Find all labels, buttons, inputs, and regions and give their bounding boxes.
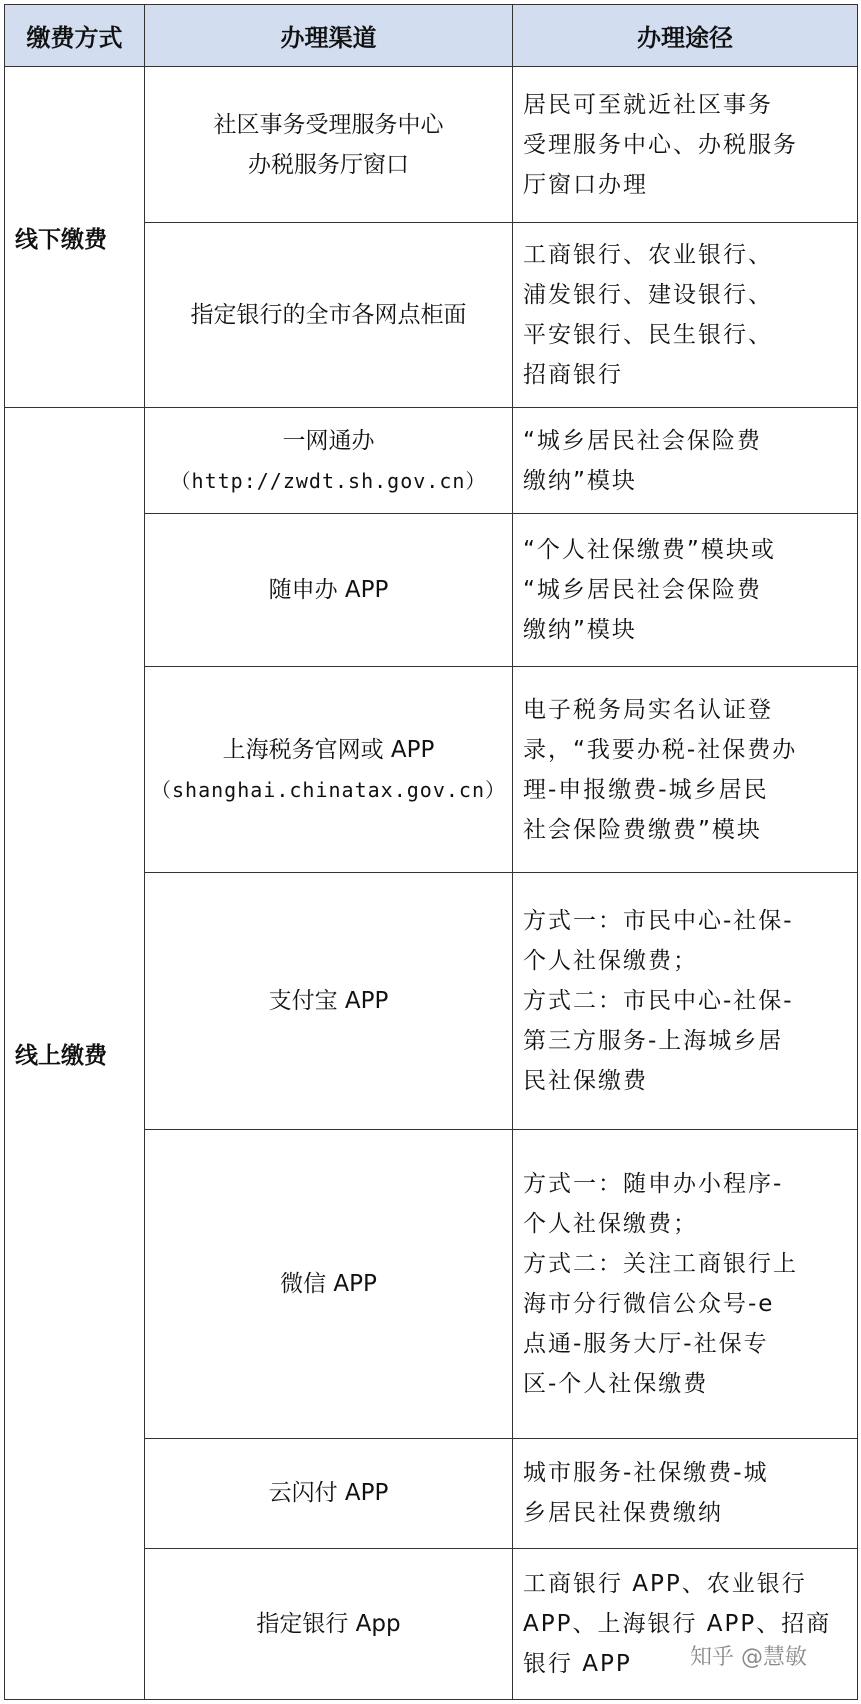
channel-line: 微信 APP [280, 1270, 377, 1297]
route-line: 银行 APP [523, 1650, 632, 1677]
route-line: “城乡居民社会保险费 [523, 427, 762, 454]
channel-line: 随申办 APP [268, 576, 389, 603]
offline-section [5, 67, 858, 408]
payment-method-cell: 线上缴费 [5, 408, 145, 1700]
channel-line: 办税服务厅窗口 [248, 151, 409, 178]
channel-cell [145, 1439, 513, 1549]
channel-line: 社区事务受理服务中心 [213, 111, 444, 138]
route-cell [513, 67, 858, 223]
channel-cell [145, 67, 513, 223]
route-line: 电子税务局实名认证登 [523, 696, 773, 723]
route-line: 乡居民社保费缴纳 [523, 1500, 723, 1527]
route-cell [513, 1129, 858, 1438]
channel-line: 指定银行 App [256, 1610, 401, 1637]
channel-line: 云闪付 APP [268, 1480, 389, 1507]
channel-cell [145, 408, 513, 513]
route-line: 第三方服务-上海城乡居 [523, 1028, 784, 1055]
channel-cell [145, 513, 513, 666]
table-header-row [5, 5, 858, 67]
channel-line: 支付宝 APP [268, 988, 389, 1015]
route-line: 受理服务中心、办税服务 [523, 131, 798, 158]
route-line: 缴纳”模块 [523, 467, 637, 494]
route-cell [513, 1439, 858, 1549]
route-line: “城乡居民社会保险费 [523, 576, 762, 603]
channel-url: （http://zwdt.sh.gov.cn） [170, 468, 487, 493]
route-line: 个人社保缴费； [523, 1210, 698, 1237]
route-line: 海市分行微信公众号-e [523, 1290, 775, 1317]
table-row [5, 67, 858, 223]
route-line: 理-申报缴费-城乡居民 [523, 776, 769, 803]
route-line: 招商银行 [523, 362, 623, 389]
route-line: 方式一：市民中心-社保- [523, 908, 794, 935]
route-line: 工商银行 APP、农业银行 [523, 1570, 807, 1597]
route-line: 城市服务-社保缴费-城 [523, 1460, 769, 1487]
route-line: “个人社保缴费”模块或 [523, 536, 776, 563]
route-cell [513, 667, 858, 873]
route-cell [513, 408, 858, 513]
route-line: 工商银行、农业银行、 [523, 242, 773, 269]
channel-url: （shanghai.chinatax.gov.cn） [151, 777, 506, 802]
route-line: 缴纳”模块 [523, 616, 637, 643]
route-line: 居民可至就近社区事务 [523, 91, 773, 118]
channel-cell [145, 223, 513, 408]
channel-line: 上海税务官网或 APP [222, 736, 435, 763]
route-cell [513, 1548, 858, 1699]
table-row [5, 408, 858, 513]
channel-cell [145, 873, 513, 1130]
route-line: 厅窗口办理 [523, 171, 648, 198]
route-line: 方式二：市民中心-社保- [523, 988, 794, 1015]
route-line: 方式二：关注工商银行上 [523, 1250, 798, 1277]
channel-cell [145, 1548, 513, 1699]
route-line: 民社保缴费 [523, 1068, 648, 1095]
header-route: 办理途径 [513, 5, 858, 67]
route-line: 社会保险费缴费”模块 [523, 816, 762, 843]
online-section [5, 408, 858, 1700]
payment-methods-table [4, 4, 858, 1700]
route-line: APP、上海银行 APP、招商 [523, 1610, 832, 1637]
route-cell [513, 513, 858, 666]
route-line: 浦发银行、建设银行、 [523, 282, 773, 309]
route-line: 平安银行、民生银行、 [523, 322, 773, 349]
route-line: 点通-服务大厅-社保专 [523, 1330, 769, 1357]
route-line: 个人社保缴费； [523, 948, 698, 975]
payment-method-cell: 线下缴费 [5, 67, 145, 408]
header-channel: 办理渠道 [145, 5, 513, 67]
header-payment-method: 缴费方式 [5, 5, 145, 67]
route-cell [513, 873, 858, 1130]
watermark: 知乎 @慧敏 [690, 1645, 807, 1670]
route-line: 录，“我要办税-社保费办 [523, 736, 798, 763]
channel-cell [145, 1129, 513, 1438]
channel-cell [145, 667, 513, 873]
route-cell [513, 223, 858, 408]
channel-line: 一网通办 [282, 427, 375, 454]
route-line: 区-个人社保缴费 [523, 1370, 709, 1397]
channel-line: 指定银行的全市各网点柜面 [190, 302, 467, 329]
route-line: 方式一：随申办小程序- [523, 1170, 784, 1197]
